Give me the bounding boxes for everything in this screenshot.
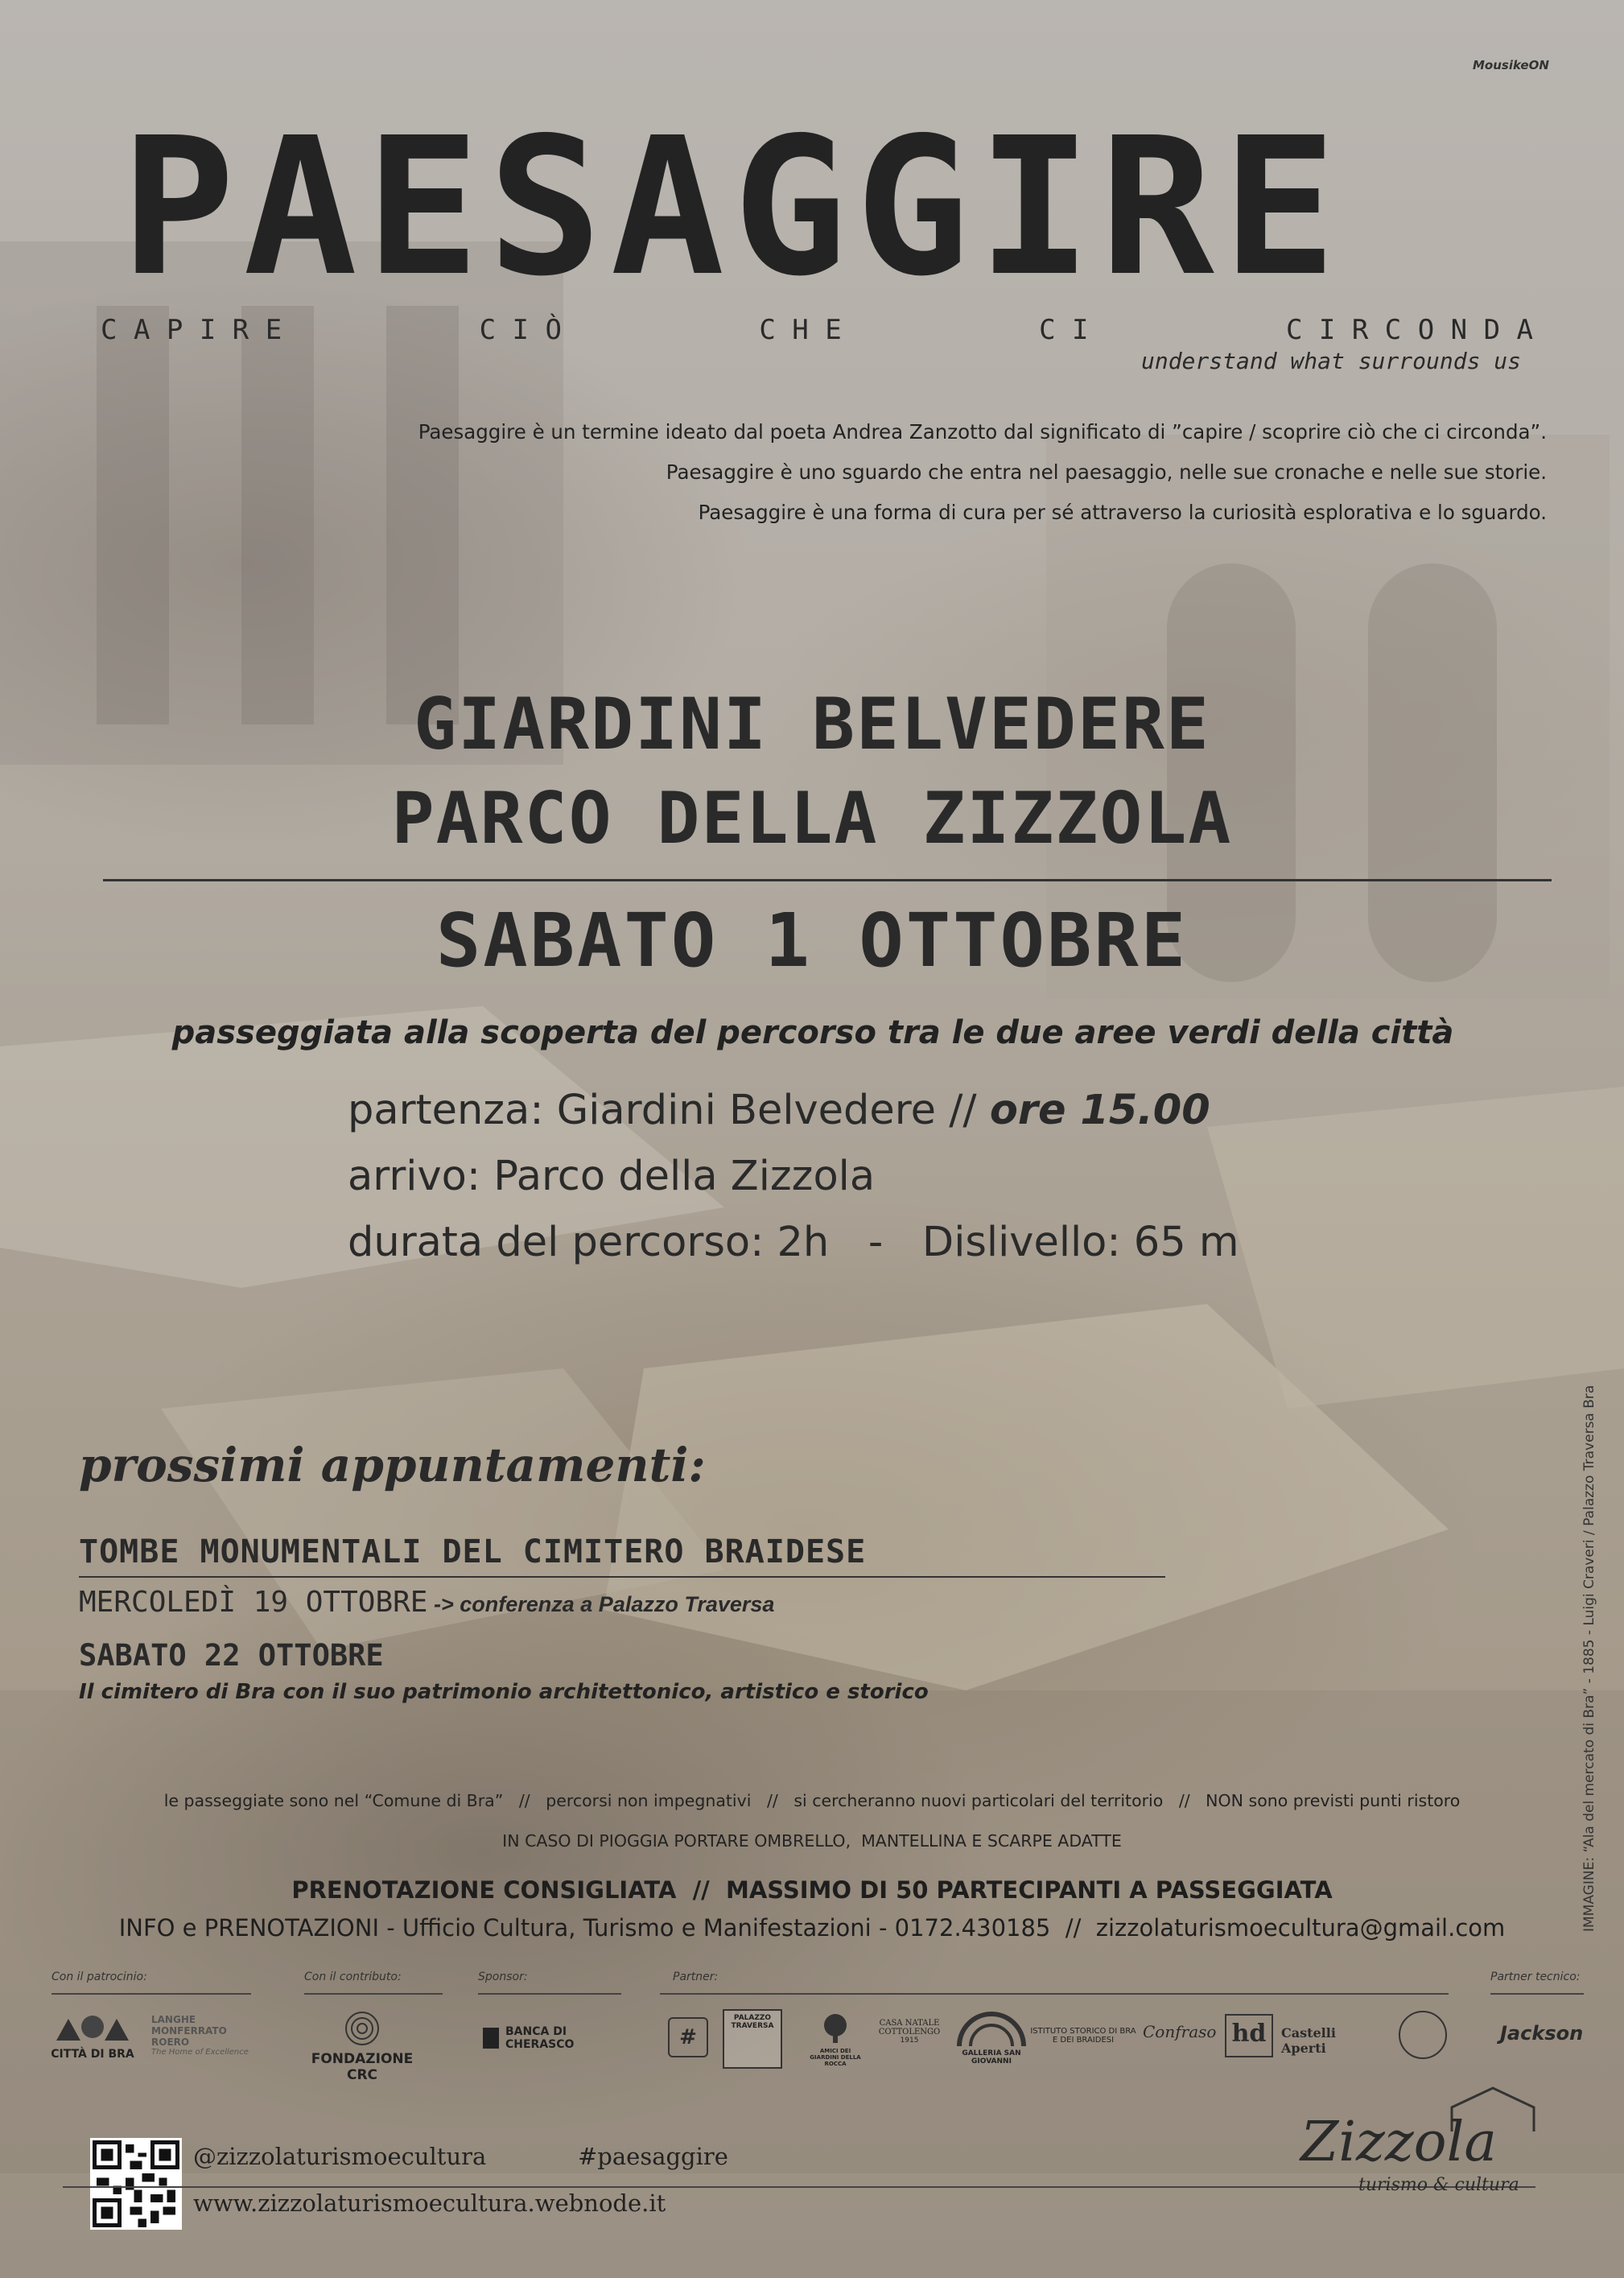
istituto-label: ISTITUTO STORICO DI BRA E DEI BRAIDESI bbox=[1030, 2027, 1136, 2045]
divider bbox=[63, 2186, 1535, 2188]
departure-time: ore 15.00 bbox=[989, 1087, 1210, 1134]
subtitle-word: C I R C O N D A bbox=[1285, 314, 1533, 346]
fondazione-label: FONDAZIONE CRC bbox=[311, 2051, 414, 2083]
divider bbox=[1490, 1993, 1584, 1995]
contributo-label: Con il contributo: bbox=[304, 1971, 402, 1983]
crc-rings-icon bbox=[306, 2011, 418, 2048]
amici-giardini-logo bbox=[805, 2012, 866, 2067]
info-contact: INFO e PRENOTAZIONI - Ufficio Cultura, Turismo e Manifestazioni - 0172.430185 // zizzolaturismoecultura@gmail.com bbox=[118, 1914, 1506, 1942]
date-1-text: MERCOLEDÌ 19 OTTOBRE bbox=[79, 1586, 428, 1619]
tree-icon bbox=[805, 2012, 866, 2045]
langhe-tagline: The Home of Excellence bbox=[151, 2048, 249, 2057]
zizzola-tagline: turismo & cultura bbox=[1358, 2175, 1519, 2195]
circular-seal-icon bbox=[1399, 2011, 1447, 2059]
banca-label: BANCA DI CHERASCO bbox=[505, 2025, 575, 2051]
langhe-logo bbox=[151, 2014, 264, 2057]
istituto-storico-logo bbox=[1027, 2027, 1140, 2045]
page-title: PAESAGGIRE bbox=[121, 97, 1345, 318]
citta-label: CITTÀ DI BRA bbox=[51, 2048, 134, 2061]
walk-notes: le passeggiate sono nel “Comune di Bra” // percorsi non impegnativi // si cercheranno nuovi particolari del territorio // NON sono previsti punti ristoro bbox=[163, 1791, 1461, 1810]
casa-label: CASA NATALE COTTOLENGO bbox=[878, 2019, 941, 2037]
departure-text: partenza: Giardini Belvedere // bbox=[348, 1087, 990, 1134]
palazzo-traversa-logo bbox=[723, 2009, 782, 2069]
subtitle-word: C I Ò bbox=[479, 314, 562, 346]
arrival-line: arrivo: Parco della Zizzola bbox=[348, 1153, 876, 1200]
divider bbox=[52, 1993, 251, 1995]
subtitle-word: C A P I R E bbox=[101, 314, 282, 346]
departure-line bbox=[348, 1087, 1210, 1134]
duration-line: durata del percorso: 2h - Dislivello: 65 m bbox=[348, 1219, 1239, 1266]
amici-label: AMICI DEI GIARDINI DELLA ROCCA bbox=[810, 2048, 861, 2067]
palazzo-label: PALAZZO TRAVERSA bbox=[731, 2014, 774, 2030]
intro-line: Paesaggire è uno sguardo che entra nel paesaggio, nelle sue cronache e nelle sue storie. bbox=[666, 460, 1547, 484]
sponsor-label: Sponsor: bbox=[478, 1971, 528, 1983]
date-1-note: -> conferenza a Palazzo Traversa bbox=[427, 1592, 775, 1616]
hd-logo: hd bbox=[1225, 2014, 1273, 2057]
booking-note: PRENOTAZIONE CONSIGLIATA // MASSIMO DI 50 PARTECIPANTI A PASSEGGIATA bbox=[291, 1876, 1333, 1904]
arch-icon bbox=[951, 2011, 1032, 2046]
hash-partner-icon: # bbox=[668, 2017, 708, 2057]
subtitle bbox=[101, 314, 1533, 346]
patrocinio-label: Con il patrocinio: bbox=[52, 1971, 147, 1983]
divider bbox=[79, 1576, 1165, 1578]
mousike-logo: MousikeON bbox=[1473, 58, 1549, 72]
intro-line: Paesaggire è una forma di cura per sé attraverso la curiosità esplorativa e lo sguardo. bbox=[698, 501, 1547, 524]
upcoming-heading: prossimi appuntamenti: bbox=[79, 1438, 706, 1492]
rain-note: IN CASO DI PIOGGIA PORTARE OMBRELLO, MANTELLINA E SCARPE ADATTE bbox=[502, 1831, 1122, 1851]
hashtag[interactable]: #paesaggire bbox=[578, 2143, 728, 2170]
galleria-label: GALLERIA SAN GIOVANNI bbox=[962, 2049, 1021, 2065]
citta-di-bra-logo bbox=[48, 2012, 137, 2061]
banca-cherasco-logo bbox=[481, 2020, 618, 2056]
divider bbox=[103, 879, 1552, 881]
event-description: passeggiata alla scoperta del percorso tra le due aree verdi della città bbox=[171, 1014, 1454, 1051]
subtitle-word: C I bbox=[1039, 314, 1089, 346]
website-link[interactable]: www.zizzolaturismoecultura.webnode.it bbox=[193, 2189, 666, 2217]
intro-text bbox=[179, 412, 1547, 533]
casa-year: 1915 bbox=[900, 2037, 919, 2045]
venue-line-1: GIARDINI BELVEDERE bbox=[414, 683, 1210, 766]
langhe-label: LANGHE MONFERRATO ROERO bbox=[151, 2014, 227, 2048]
jackson-logo: Jackson bbox=[1500, 2022, 1584, 2045]
qr-code-icon[interactable] bbox=[90, 2138, 182, 2230]
intro-line: Paesaggire è un termine ideato dal poeta Andrea Zanzotto dal significato di ”capire / scoprire ciò che ci circonda”. bbox=[418, 420, 1547, 444]
galleria-logo bbox=[951, 2011, 1032, 2065]
fondazione-crc-logo bbox=[306, 2011, 418, 2083]
event-date: SABATO 1 OTTOBRE bbox=[435, 898, 1189, 984]
confraso-logo: Confraso bbox=[1143, 2022, 1217, 2041]
zizzola-brand: Zizzola bbox=[1300, 2111, 1497, 2174]
casa-cottolengo-logo bbox=[877, 2019, 942, 2045]
upcoming-date-2: SABATO 22 OTTOBRE bbox=[79, 1638, 384, 1673]
castelli-aperti-logo: Castelli Aperti bbox=[1281, 2025, 1336, 2056]
upcoming-date-1 bbox=[79, 1586, 774, 1619]
image-credit: IMMAGINE: “Ala del mercato di Bra” - 1885 - Luigi Craveri / Palazzo Traversa Bra bbox=[1581, 1385, 1597, 1932]
qr-pattern-icon bbox=[93, 2140, 179, 2227]
social-handle[interactable]: @zizzolaturismoecultura bbox=[193, 2143, 487, 2170]
subtitle-word: C H E bbox=[759, 314, 842, 346]
upcoming-topic: TOMBE MONUMENTALI DEL CIMITERO BRAIDESE bbox=[79, 1533, 867, 1570]
subtitle-english: understand what surrounds us bbox=[1140, 348, 1521, 374]
partner-label: Partner: bbox=[673, 1971, 719, 1983]
divider bbox=[660, 1993, 1449, 1995]
divider bbox=[304, 1993, 443, 1995]
bra-crest-icon bbox=[48, 2012, 137, 2045]
venue-line-2: PARCO DELLA ZIZZOLA bbox=[391, 777, 1233, 860]
partner-tecnico-label: Partner tecnico: bbox=[1490, 1971, 1581, 1983]
upcoming-date-2-description: Il cimitero di Bra con il suo patrimonio architettonico, artistico e storico bbox=[79, 1680, 929, 1704]
divider bbox=[478, 1993, 621, 1995]
bank-icon bbox=[481, 2024, 501, 2052]
